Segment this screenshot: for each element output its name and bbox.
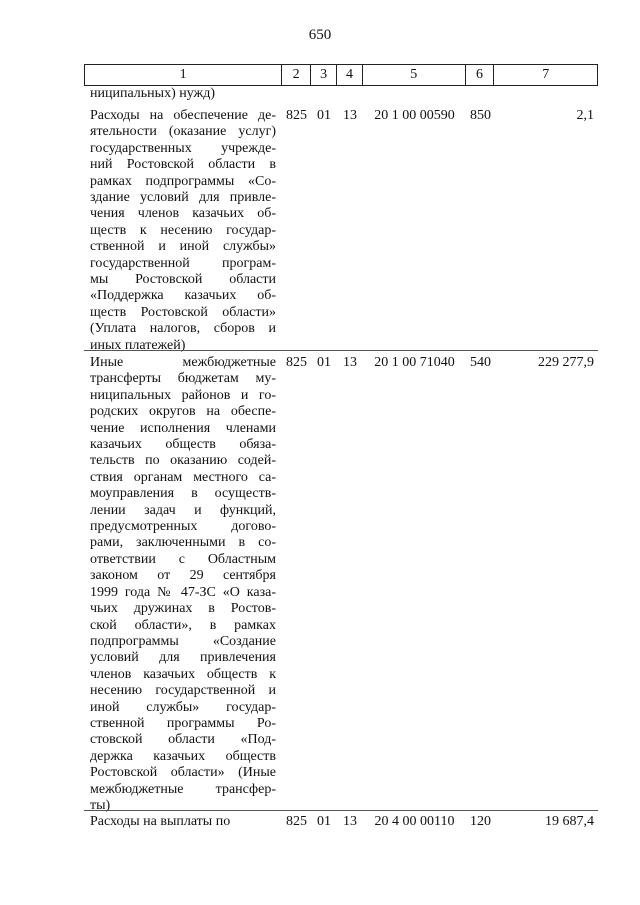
- description-line: стовской области «Под-: [90, 732, 276, 748]
- description-line: ственной программы Ро-: [90, 715, 276, 731]
- description-line: ответствии с Областным: [90, 551, 276, 567]
- description-line: (Уплата налогов, сборов и: [90, 321, 276, 337]
- description-line: ствия органам местного са-: [90, 469, 276, 485]
- row-description: [90, 355, 276, 814]
- description-line: ществ Ростовской области»: [90, 304, 276, 320]
- description-line: иной службы» государ-: [90, 699, 276, 715]
- row-col-5: 20 1 00 00590: [374, 108, 455, 123]
- description-line: казачьих обществ обяза-: [90, 437, 276, 453]
- row-col-5: 20 1 00 71040: [374, 355, 455, 370]
- row-divider: [84, 810, 598, 811]
- description-line: родских округов на обеспе-: [90, 404, 276, 420]
- header-col-2: 2: [282, 65, 311, 85]
- description-line: государственной програм-: [90, 255, 276, 271]
- row-col-3: 01: [317, 108, 331, 123]
- description-line: несению государственной и: [90, 683, 276, 699]
- header-col-7: 7: [542, 67, 550, 82]
- description-line: условий для привлечения: [90, 650, 276, 666]
- row-col-6: 540: [470, 355, 491, 370]
- description-line: ты): [90, 797, 111, 813]
- description-line: трансферты бюджетам му-: [90, 371, 276, 387]
- description-line: чения членов казачьих об-: [90, 206, 276, 222]
- description-line: иных платежей): [90, 337, 186, 353]
- row-col-7: 19 687,4: [545, 814, 594, 829]
- continuation-text: ниципальных) нужд): [90, 86, 215, 101]
- header-col-1: 1: [85, 65, 282, 85]
- table-header: [84, 64, 598, 86]
- description-line: «Поддержка казачьих об-: [90, 288, 276, 304]
- description-line: чьих дружинах в Ростов-: [90, 601, 276, 617]
- row-col-6: 120: [470, 814, 491, 829]
- description-line: предусмотренных догово-: [90, 519, 276, 535]
- row-col-5: 20 4 00 00110: [374, 814, 455, 829]
- description-line: рамках подпрограммы «Со-: [90, 173, 276, 189]
- description-line: рами, заключенными в со-: [90, 535, 276, 551]
- description-line: чение исполнения членами: [90, 420, 276, 436]
- row-col-2: 825: [286, 108, 307, 123]
- description-line: Ростовской области» (Иные: [90, 765, 276, 781]
- header-col-4: 4: [337, 65, 363, 85]
- description-line: лении задач и функций,: [90, 502, 276, 518]
- header-col-5: 5: [363, 65, 466, 85]
- description-line: Иные межбюджетные: [90, 355, 276, 370]
- description-line: мы Ростовской области: [90, 272, 276, 288]
- page-number: 650: [308, 27, 332, 43]
- row-col-7: 2,1: [576, 108, 594, 123]
- row-col-2: 825: [286, 814, 307, 829]
- row-divider: [84, 350, 598, 351]
- row-col-6: 850: [470, 108, 491, 123]
- description-line: подпрограммы «Создание: [90, 633, 276, 649]
- description-line: Расходы на выплаты по: [90, 814, 231, 829]
- description-line: ний Ростовской области в: [90, 157, 276, 173]
- description-line: 1999 года № 47-ЗС «О каза-: [90, 584, 276, 600]
- row-col-7: 229 277,9: [538, 355, 594, 370]
- description-line: ществ к несению государ-: [90, 222, 276, 238]
- row-description: [90, 814, 276, 830]
- description-line: ственной и иной службы»: [90, 239, 276, 255]
- description-line: здание условий для привле-: [90, 190, 276, 206]
- description-line: ской области», в рамках: [90, 617, 276, 633]
- header-col-6: 6: [466, 65, 495, 85]
- description-line: членов казачьих обществ к: [90, 666, 276, 682]
- row-col-2: 825: [286, 355, 307, 370]
- row-col-3: 01: [317, 814, 331, 829]
- description-line: Расходы на обеспечение де-: [90, 108, 276, 123]
- row-col-4: 13: [343, 355, 357, 370]
- row-col-3: 01: [317, 355, 331, 370]
- row-col-4: 13: [343, 108, 357, 123]
- description-line: ниципальных районов и го-: [90, 387, 276, 403]
- description-line: тельств по оказанию содей-: [90, 453, 276, 469]
- description-line: держка казачьих обществ: [90, 748, 276, 764]
- description-line: законом от 29 сентября: [90, 568, 276, 584]
- description-line: моуправления в осуществ-: [90, 486, 276, 502]
- description-line: межбюджетные трансфер-: [90, 781, 276, 797]
- description-line: государственных учрежде-: [90, 140, 276, 156]
- header-col-3: 3: [311, 65, 337, 85]
- row-description: [90, 108, 276, 354]
- description-line: ятельности (оказание услуг): [90, 124, 276, 140]
- row-col-4: 13: [343, 814, 357, 829]
